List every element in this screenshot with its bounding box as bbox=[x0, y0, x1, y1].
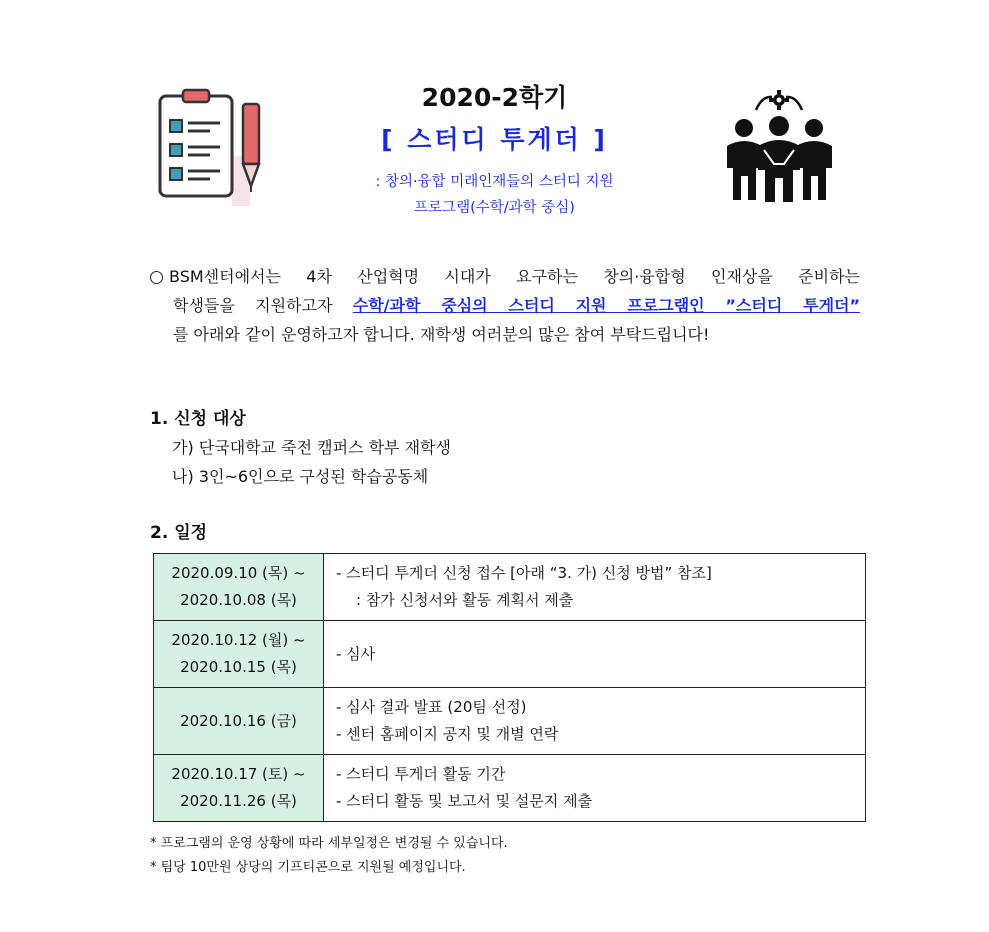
footnote: * 프로그램의 운영 상황에 따라 세부일정은 변경될 수 있습니다. bbox=[150, 836, 508, 851]
footnote: * 팀당 10만원 상당의 기프티콘으로 지원될 예정입니다. bbox=[150, 860, 466, 875]
schedule-date-cell: 2020.10.17 (토) ~ 2020.11.26 (목) bbox=[154, 755, 324, 822]
subtitle-line1: : 창의·융합 미래인재들의 스터디 지원 bbox=[375, 174, 614, 190]
table-row bbox=[154, 688, 866, 755]
section-schedule-title: 2. 일정 bbox=[150, 523, 208, 543]
schedule-desc-cell: - 심사 bbox=[324, 621, 866, 688]
title-program-name: [ 스터디 투게더 ] bbox=[381, 125, 608, 154]
schedule-date-cell: 2020.09.10 (목) ~ 2020.10.08 (목) bbox=[154, 554, 324, 621]
intro-line2: 학생들을 지원하고자 수학/과학 중심의 스터디 지원 프로그램인 ”스터디 투게더” bbox=[173, 296, 860, 315]
teamwork-gear-icon bbox=[722, 88, 837, 208]
intro-line3: 를 아래와 같이 운영하고자 합니다. 재학생 여러분의 많은 참여 부탁드립니다! bbox=[173, 325, 710, 344]
schedule-desc-cell: - 심사 결과 발표 (20팀 선정) - 센터 홈페이지 공지 및 개별 연락 bbox=[324, 688, 866, 755]
schedule-desc-cell: - 스터디 투게더 신청 접수 [아래 “3. 가) 신청 방법” 참조] : 참가 신청서와 활동 계획서 제출 bbox=[324, 554, 866, 621]
clipboard-checklist-icon bbox=[150, 88, 275, 208]
section-eligibility-title: 1. 신청 대상 bbox=[150, 409, 246, 429]
program-highlight: 수학/과학 중심의 스터디 지원 프로그램인 ”스터디 투게더” bbox=[352, 296, 860, 315]
schedule-table bbox=[153, 553, 866, 822]
eligibility-item-a: 가) 단국대학교 죽전 캠퍼스 학부 재학생 bbox=[172, 438, 451, 457]
intro-line1: BSM센터에서는 4차 산업혁명 시대가 요구하는 창의·융합형 인재상을 준비하는 bbox=[150, 262, 860, 291]
table-row bbox=[154, 554, 866, 621]
intro-paragraph bbox=[150, 262, 860, 349]
title-semester: 2020-2학기 bbox=[421, 83, 568, 112]
table-row bbox=[154, 755, 866, 822]
table-row bbox=[154, 621, 866, 688]
eligibility-item-b: 나) 3인~6인으로 구성된 학습공동체 bbox=[172, 467, 429, 486]
schedule-date-cell: 2020.10.16 (금) bbox=[154, 688, 324, 755]
schedule-desc-cell: - 스터디 투게더 활동 기간 - 스터디 활동 및 보고서 및 설문지 제출 bbox=[324, 755, 866, 822]
hollow-circle-bullet-icon bbox=[150, 271, 163, 284]
subtitle-line2: 프로그램(수학/과학 중심) bbox=[414, 200, 575, 216]
schedule-date-cell: 2020.10.12 (월) ~ 2020.10.15 (목) bbox=[154, 621, 324, 688]
